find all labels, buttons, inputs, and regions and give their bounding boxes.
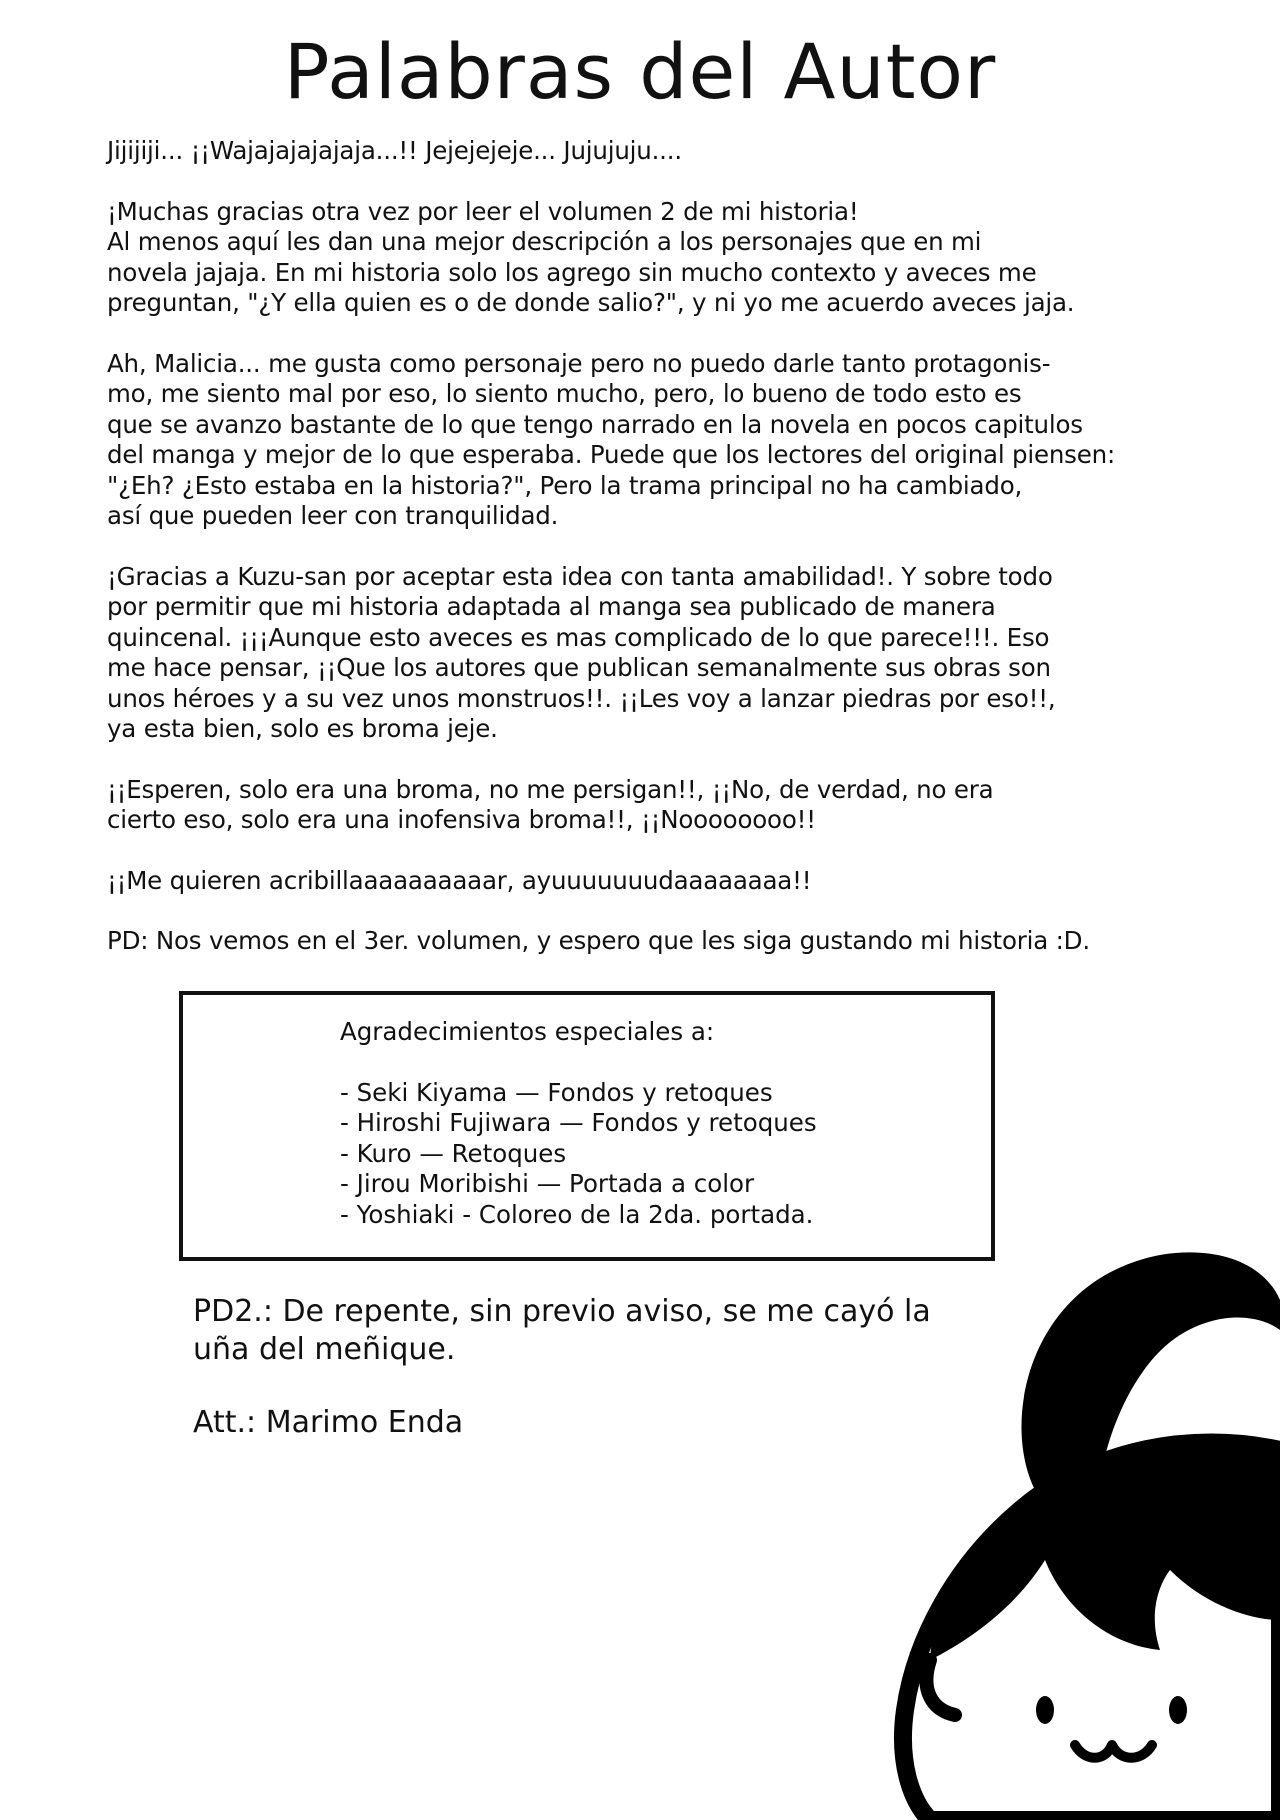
author-signature: Att.: Marimo Enda xyxy=(193,1405,464,1440)
text-line: "¿Eh? ¿Esto estaba en la historia?", Pero la trama principal no ha cambiado, xyxy=(107,470,1023,500)
special-thanks-content xyxy=(340,1017,817,1230)
thanks-item: - Seki Kiyama — Fondos y retoques xyxy=(340,1077,773,1107)
text-line: novela jajaja. En mi historia solo los agrego sin mucho contexto y aveces me xyxy=(107,257,1037,287)
thanks-item: - Kuro — Retoques xyxy=(340,1138,567,1168)
text-line: del manga y mejor de lo que esperaba. Puede que los lectores del original piensen: xyxy=(107,440,1116,469)
text-line: Ah, Malicia... me gusta como personaje pero no puedo darle tanto protagonis- xyxy=(107,348,1051,378)
special-thanks-box xyxy=(179,991,995,1261)
text-line: mo, me siento mal por eso, lo siento mucho, pero, lo bueno de todo esto es xyxy=(107,379,1022,408)
author-avatar-drawing-icon xyxy=(860,1240,1280,1820)
text-line: que se avanzo bastante de lo que tengo narrado en la novela en pocos capitulos xyxy=(107,409,1083,439)
thanks-item: - Yoshiaki - Coloreo de la 2da. portada. xyxy=(340,1199,814,1229)
paragraph-help xyxy=(107,866,1187,897)
special-thanks-heading: Agradecimientos especiales a: xyxy=(340,1017,715,1046)
text-line: Jijijiji... ¡¡Wajajajajajaja...!! Jejejejeje... Jujujuju.... xyxy=(107,136,682,165)
text-line: ya esta bien, solo es broma jeje. xyxy=(107,714,498,743)
text-line: cierto eso, solo era una inofensiva broma!!, ¡¡Noooooooo!! xyxy=(107,805,816,834)
thanks-item: - Hiroshi Fujiwara — Fondos y retoques xyxy=(340,1108,817,1137)
author-message xyxy=(107,136,1187,987)
text-line: ¡Gracias a Kuzu-san por aceptar esta idea con tanta amabilidad!. Y sobre todo xyxy=(107,561,1053,591)
text-line: por permitir que mi historia adaptada al manga sea publicado de manera xyxy=(107,592,996,621)
text-line: ¡¡Esperen, solo era una broma, no me persigan!!, ¡¡No, de verdad, no era xyxy=(107,774,994,804)
right-eye xyxy=(1169,1696,1187,1724)
text-line: unos héroes y a su vez unos monstruos!!. ¡¡Les voy a lanzar piedras por eso!!, xyxy=(107,683,1056,713)
text-line: Al menos aquí les dan una mejor descripción a los personajes que en mi xyxy=(107,227,982,256)
paragraph-joke xyxy=(107,775,1187,836)
text-line: PD2.: De repente, sin previo aviso, se me cayó la xyxy=(193,1294,931,1329)
left-eye xyxy=(1036,1696,1054,1724)
page-title: Palabras del Autor xyxy=(283,27,997,116)
paragraph-laugh xyxy=(107,136,1187,167)
text-line: quincenal. ¡¡¡Aunque esto aveces es mas complicado de lo que parece!!!. Eso xyxy=(107,622,1050,652)
paragraph-kuzu-san xyxy=(107,562,1187,745)
text-line: ¡Muchas gracias otra vez por leer el volumen 2 de mi historia! xyxy=(107,196,859,226)
paragraph-malicia xyxy=(107,349,1187,532)
thanks-item: - Jirou Moribishi — Portada a color xyxy=(340,1169,755,1198)
text-line: así que pueden leer con tranquilidad. xyxy=(107,501,559,530)
text-line: PD: Nos vemos en el 3er. volumen, y espero que les siga gustando mi historia :D. xyxy=(107,926,1090,955)
paragraph-postscript xyxy=(107,926,1187,957)
text-line: preguntan, "¿Y ella quien es o de donde salio?", y ni yo me acuerdo aveces jaja. xyxy=(107,288,1075,317)
paragraph-thanks-readers xyxy=(107,197,1187,319)
text-line: uña del meñique. xyxy=(193,1332,456,1367)
text-line: ¡¡Me quieren acribillaaaaaaaaaar, ayuuuuuuudaaaaaaaa!! xyxy=(107,865,812,895)
text-line: me hace pensar, ¡¡Que los autores que publican semanalmente sus obras son xyxy=(107,653,1051,682)
